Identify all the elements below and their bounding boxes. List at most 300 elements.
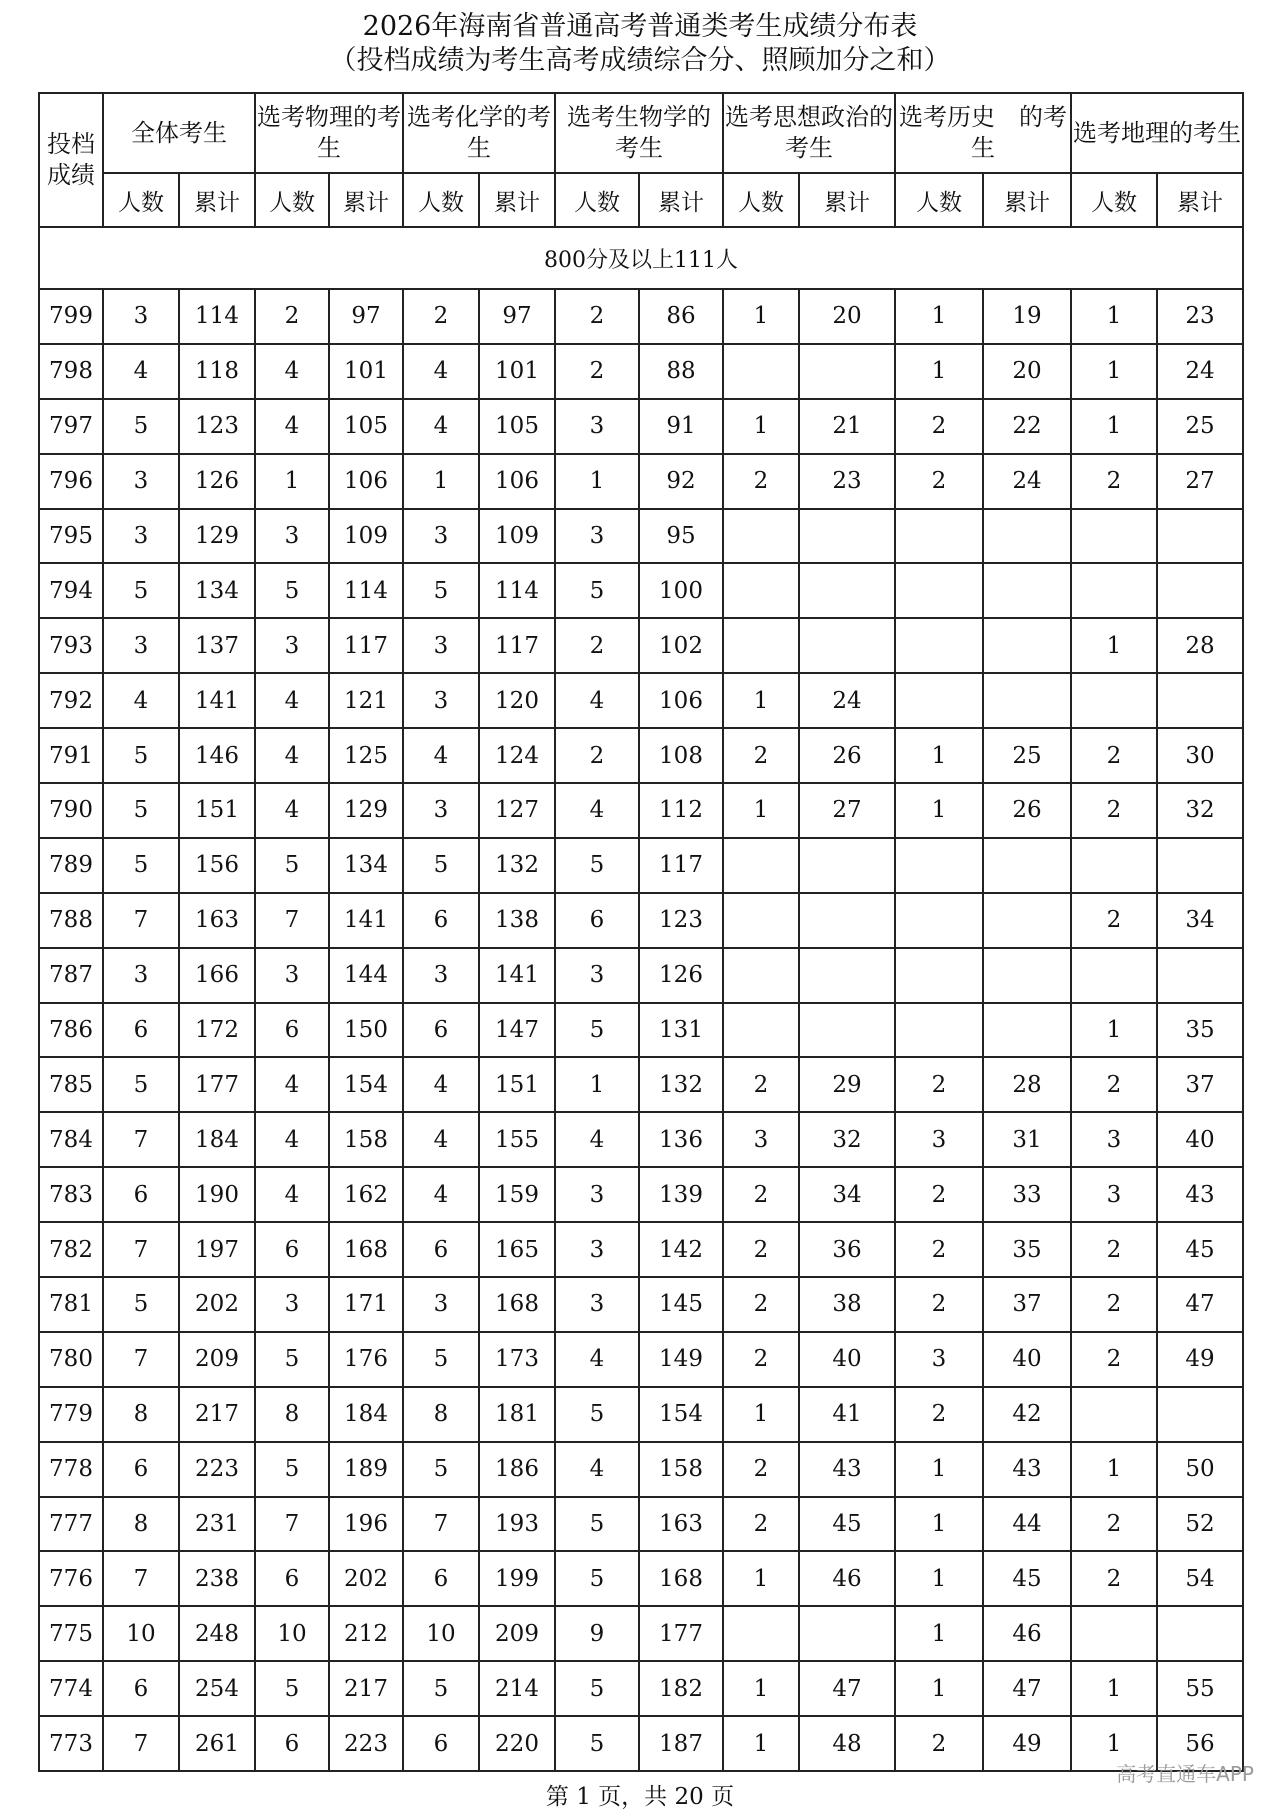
count-cell	[1071, 1387, 1157, 1442]
score-cell: 791	[39, 728, 103, 783]
cumulative-cell: 141	[179, 673, 255, 728]
cumulative-cell: 117	[329, 618, 403, 673]
cumulative-column-header: 累计	[799, 173, 895, 227]
cumulative-cell: 109	[329, 509, 403, 564]
cumulative-cell: 24	[1157, 344, 1243, 399]
cumulative-cell: 136	[639, 1112, 723, 1167]
count-cell: 1	[1071, 618, 1157, 673]
count-cell: 1	[1071, 1003, 1157, 1058]
count-cell: 5	[403, 838, 479, 893]
count-cell: 2	[555, 344, 639, 399]
count-column-header: 人数	[103, 173, 179, 227]
count-cell	[895, 838, 983, 893]
page-subtitle: （投档成绩为考生高考成绩综合分、照顾加分之和）	[329, 45, 951, 76]
cumulative-cell: 125	[329, 728, 403, 783]
count-cell: 5	[255, 1442, 329, 1497]
count-cell: 2	[895, 1277, 983, 1332]
count-cell	[723, 838, 799, 893]
score-column-header: 投档成绩	[39, 93, 103, 227]
count-cell: 4	[555, 1442, 639, 1497]
cumulative-cell: 47	[799, 1661, 895, 1716]
cumulative-cell: 126	[639, 948, 723, 1003]
cumulative-cell: 45	[1157, 1222, 1243, 1277]
count-cell: 1	[555, 1057, 639, 1112]
table-row	[39, 948, 1243, 1003]
cumulative-cell: 197	[179, 1222, 255, 1277]
count-cell: 5	[103, 1277, 179, 1332]
cumulative-cell: 173	[479, 1332, 555, 1387]
count-cell: 1	[723, 1387, 799, 1442]
cumulative-cell	[983, 948, 1071, 1003]
count-cell: 1	[723, 1551, 799, 1606]
count-cell: 3	[895, 1332, 983, 1387]
count-cell: 3	[555, 1277, 639, 1332]
cumulative-cell: 44	[983, 1497, 1071, 1552]
cumulative-cell: 147	[479, 1003, 555, 1058]
count-cell: 1	[895, 728, 983, 783]
count-cell: 3	[403, 783, 479, 838]
cumulative-cell: 202	[329, 1551, 403, 1606]
score-cell: 794	[39, 563, 103, 618]
count-cell: 2	[895, 1167, 983, 1222]
count-cell: 6	[103, 1442, 179, 1497]
cumulative-cell: 24	[983, 454, 1071, 509]
cumulative-cell: 43	[1157, 1167, 1243, 1222]
count-cell: 6	[555, 893, 639, 948]
count-cell: 1	[723, 1661, 799, 1716]
count-cell: 5	[555, 1497, 639, 1552]
count-cell: 5	[103, 399, 179, 454]
table-row	[39, 1222, 1243, 1277]
count-cell: 1	[895, 344, 983, 399]
count-cell: 3	[403, 948, 479, 1003]
cumulative-cell: 55	[1157, 1661, 1243, 1716]
count-cell: 5	[403, 1661, 479, 1716]
count-cell: 2	[723, 1167, 799, 1222]
table-row	[39, 454, 1243, 509]
count-cell: 2	[1071, 1222, 1157, 1277]
count-cell: 7	[103, 1716, 179, 1771]
table-row	[39, 344, 1243, 399]
count-cell: 4	[555, 1332, 639, 1387]
cumulative-column-header: 累计	[1157, 173, 1243, 227]
count-cell: 2	[1071, 1332, 1157, 1387]
table-row	[39, 1003, 1243, 1058]
count-cell	[895, 563, 983, 618]
count-cell: 6	[255, 1551, 329, 1606]
count-cell: 2	[555, 618, 639, 673]
count-cell: 6	[103, 1003, 179, 1058]
cumulative-cell: 186	[479, 1442, 555, 1497]
count-cell: 6	[403, 1551, 479, 1606]
group-header-chemistry: 选考化学的考生	[403, 93, 555, 173]
count-cell: 5	[555, 1716, 639, 1771]
count-cell	[723, 344, 799, 399]
count-cell: 3	[1071, 1112, 1157, 1167]
cumulative-cell: 151	[479, 1057, 555, 1112]
score-cell: 782	[39, 1222, 103, 1277]
cumulative-cell: 46	[799, 1551, 895, 1606]
table-row	[39, 1277, 1243, 1332]
cumulative-cell: 209	[179, 1332, 255, 1387]
count-cell: 3	[895, 1112, 983, 1167]
score-cell: 798	[39, 344, 103, 399]
count-cell: 1	[895, 1661, 983, 1716]
count-cell: 2	[723, 1497, 799, 1552]
count-column-header: 人数	[723, 173, 799, 227]
cumulative-cell: 114	[329, 563, 403, 618]
cumulative-cell: 146	[179, 728, 255, 783]
count-cell: 3	[1071, 1167, 1157, 1222]
cumulative-cell: 54	[1157, 1551, 1243, 1606]
cumulative-cell: 101	[479, 344, 555, 399]
count-cell: 3	[403, 673, 479, 728]
cumulative-cell: 142	[639, 1222, 723, 1277]
count-column-header: 人数	[895, 173, 983, 227]
count-cell: 3	[103, 618, 179, 673]
count-cell	[895, 509, 983, 564]
cumulative-cell: 37	[1157, 1057, 1243, 1112]
cumulative-cell: 108	[639, 728, 723, 783]
count-cell: 5	[555, 1003, 639, 1058]
count-cell: 2	[403, 289, 479, 344]
cumulative-cell	[1157, 563, 1243, 618]
group-header-history: 选考历史 的考生	[895, 93, 1071, 173]
count-cell: 2	[895, 1222, 983, 1277]
cumulative-cell: 184	[329, 1387, 403, 1442]
count-cell	[895, 948, 983, 1003]
cumulative-cell: 35	[1157, 1003, 1243, 1058]
count-cell: 1	[1071, 1442, 1157, 1497]
cumulative-cell: 189	[329, 1442, 403, 1497]
count-cell: 5	[255, 1661, 329, 1716]
count-cell: 1	[255, 454, 329, 509]
count-cell	[723, 1606, 799, 1661]
count-cell: 4	[103, 673, 179, 728]
cumulative-cell: 45	[799, 1497, 895, 1552]
count-cell: 2	[1071, 728, 1157, 783]
cumulative-cell: 34	[799, 1167, 895, 1222]
cumulative-cell: 158	[639, 1442, 723, 1497]
cumulative-cell	[983, 618, 1071, 673]
count-cell: 2	[1071, 1057, 1157, 1112]
table-row	[39, 838, 1243, 893]
cumulative-cell: 181	[479, 1387, 555, 1442]
count-cell: 1	[1071, 1716, 1157, 1771]
count-cell: 5	[555, 1661, 639, 1716]
cumulative-cell	[799, 1606, 895, 1661]
count-cell: 6	[255, 1716, 329, 1771]
count-cell: 1	[895, 1551, 983, 1606]
cumulative-cell: 26	[983, 783, 1071, 838]
cumulative-cell	[983, 509, 1071, 564]
count-cell: 1	[1071, 344, 1157, 399]
score-cell: 799	[39, 289, 103, 344]
score-cell: 793	[39, 618, 103, 673]
count-cell: 6	[403, 1716, 479, 1771]
count-cell: 2	[895, 1387, 983, 1442]
count-cell: 10	[255, 1606, 329, 1661]
count-cell: 1	[723, 783, 799, 838]
band-row	[39, 227, 1243, 289]
count-column-header: 人数	[555, 173, 639, 227]
count-cell: 4	[255, 728, 329, 783]
score-cell: 781	[39, 1277, 103, 1332]
cumulative-cell: 114	[179, 289, 255, 344]
cumulative-cell: 154	[329, 1057, 403, 1112]
cumulative-cell: 114	[479, 563, 555, 618]
count-cell: 5	[555, 1387, 639, 1442]
group-header-all: 全体考生	[103, 93, 255, 173]
table-row	[39, 1112, 1243, 1167]
count-cell: 6	[403, 1222, 479, 1277]
count-cell: 1	[1071, 289, 1157, 344]
count-cell: 3	[555, 509, 639, 564]
cumulative-cell: 46	[983, 1606, 1071, 1661]
table-row	[39, 563, 1243, 618]
cumulative-cell: 217	[329, 1661, 403, 1716]
count-cell: 3	[723, 1112, 799, 1167]
score-cell: 780	[39, 1332, 103, 1387]
table-row	[39, 1167, 1243, 1222]
count-cell: 3	[255, 618, 329, 673]
group-header-politics: 选考思想政治的考生	[723, 93, 895, 173]
cumulative-cell: 168	[329, 1222, 403, 1277]
cumulative-cell	[983, 563, 1071, 618]
cumulative-cell	[799, 1003, 895, 1058]
cumulative-cell: 168	[639, 1551, 723, 1606]
cumulative-cell: 123	[179, 399, 255, 454]
cumulative-cell: 24	[799, 673, 895, 728]
count-cell: 4	[403, 399, 479, 454]
score-cell: 773	[39, 1716, 103, 1771]
cumulative-cell	[983, 1003, 1071, 1058]
count-cell: 2	[895, 1716, 983, 1771]
cumulative-cell: 106	[329, 454, 403, 509]
cumulative-cell: 42	[983, 1387, 1071, 1442]
count-cell	[1071, 1606, 1157, 1661]
count-cell: 8	[103, 1497, 179, 1552]
score-cell: 777	[39, 1497, 103, 1552]
count-cell: 4	[403, 1112, 479, 1167]
cumulative-cell	[1157, 1606, 1243, 1661]
count-cell: 2	[255, 289, 329, 344]
count-cell: 1	[1071, 1661, 1157, 1716]
cumulative-cell: 132	[639, 1057, 723, 1112]
cumulative-cell	[1157, 1387, 1243, 1442]
count-cell: 2	[723, 728, 799, 783]
cumulative-cell: 158	[329, 1112, 403, 1167]
table-row	[39, 1661, 1243, 1716]
cumulative-cell: 32	[1157, 783, 1243, 838]
cumulative-cell: 50	[1157, 1442, 1243, 1497]
cumulative-cell: 223	[329, 1716, 403, 1771]
cumulative-cell: 193	[479, 1497, 555, 1552]
cumulative-cell: 43	[983, 1442, 1071, 1497]
cumulative-column-header: 累计	[479, 173, 555, 227]
cumulative-cell: 28	[1157, 618, 1243, 673]
count-cell: 5	[103, 1057, 179, 1112]
cumulative-cell: 28	[983, 1057, 1071, 1112]
count-cell: 5	[103, 563, 179, 618]
table-row	[39, 893, 1243, 948]
cumulative-cell: 162	[329, 1167, 403, 1222]
count-cell: 1	[895, 1497, 983, 1552]
count-cell: 3	[255, 509, 329, 564]
score-cell: 788	[39, 893, 103, 948]
cumulative-cell: 138	[479, 893, 555, 948]
cumulative-cell: 49	[983, 1716, 1071, 1771]
cumulative-cell	[1157, 948, 1243, 1003]
count-cell: 2	[1071, 893, 1157, 948]
cumulative-cell: 177	[639, 1606, 723, 1661]
count-cell	[723, 509, 799, 564]
cumulative-cell: 214	[479, 1661, 555, 1716]
count-cell: 2	[1071, 1277, 1157, 1332]
cumulative-cell: 163	[639, 1497, 723, 1552]
count-cell: 5	[403, 1442, 479, 1497]
cumulative-cell	[799, 838, 895, 893]
cumulative-cell: 95	[639, 509, 723, 564]
score-cell: 774	[39, 1661, 103, 1716]
table-row	[39, 728, 1243, 783]
score-distribution-table	[38, 92, 1244, 1772]
cumulative-cell: 40	[799, 1332, 895, 1387]
cumulative-cell: 129	[179, 509, 255, 564]
score-cell: 796	[39, 454, 103, 509]
cumulative-cell: 19	[983, 289, 1071, 344]
count-cell: 1	[895, 1606, 983, 1661]
cumulative-cell: 254	[179, 1661, 255, 1716]
count-column-header: 人数	[255, 173, 329, 227]
count-cell: 4	[103, 344, 179, 399]
count-cell: 4	[255, 1167, 329, 1222]
cumulative-cell: 88	[639, 344, 723, 399]
cumulative-cell: 92	[639, 454, 723, 509]
score-cell: 779	[39, 1387, 103, 1442]
sub-header-row	[39, 173, 1243, 227]
cumulative-cell: 150	[329, 1003, 403, 1058]
cumulative-cell	[1157, 673, 1243, 728]
cumulative-cell: 209	[479, 1606, 555, 1661]
band-note: 800分及以上111人	[39, 227, 1243, 289]
cumulative-cell: 129	[329, 783, 403, 838]
cumulative-cell: 141	[329, 893, 403, 948]
cumulative-cell: 40	[983, 1332, 1071, 1387]
count-cell: 3	[555, 948, 639, 1003]
cumulative-cell: 177	[179, 1057, 255, 1112]
count-cell	[895, 673, 983, 728]
table-row	[39, 1332, 1243, 1387]
count-cell: 4	[255, 1112, 329, 1167]
count-cell: 7	[103, 893, 179, 948]
count-cell: 4	[403, 1167, 479, 1222]
count-cell: 2	[555, 289, 639, 344]
cumulative-cell: 105	[479, 399, 555, 454]
cumulative-cell	[799, 509, 895, 564]
count-cell: 1	[723, 673, 799, 728]
cumulative-cell: 137	[179, 618, 255, 673]
score-cell: 789	[39, 838, 103, 893]
count-cell: 5	[555, 838, 639, 893]
cumulative-cell	[799, 893, 895, 948]
count-cell: 4	[555, 673, 639, 728]
count-cell: 2	[1071, 454, 1157, 509]
count-cell: 7	[103, 1332, 179, 1387]
cumulative-cell: 166	[179, 948, 255, 1003]
cumulative-cell: 86	[639, 289, 723, 344]
cumulative-cell: 25	[1157, 399, 1243, 454]
count-cell: 5	[103, 728, 179, 783]
count-cell	[723, 1003, 799, 1058]
cumulative-cell: 126	[179, 454, 255, 509]
cumulative-cell: 248	[179, 1606, 255, 1661]
cumulative-cell: 238	[179, 1551, 255, 1606]
score-cell: 775	[39, 1606, 103, 1661]
cumulative-cell: 220	[479, 1716, 555, 1771]
cumulative-cell: 212	[329, 1606, 403, 1661]
count-cell: 5	[255, 1332, 329, 1387]
score-cell: 776	[39, 1551, 103, 1606]
count-cell: 7	[103, 1112, 179, 1167]
table-row	[39, 1497, 1243, 1552]
table-row	[39, 783, 1243, 838]
group-header-physics: 选考物理的考生	[255, 93, 403, 173]
cumulative-cell: 184	[179, 1112, 255, 1167]
cumulative-cell: 155	[479, 1112, 555, 1167]
count-cell: 3	[555, 399, 639, 454]
cumulative-cell: 112	[639, 783, 723, 838]
count-cell: 4	[555, 783, 639, 838]
count-cell: 4	[403, 1057, 479, 1112]
count-cell: 5	[103, 783, 179, 838]
count-cell: 1	[723, 289, 799, 344]
cumulative-cell: 134	[329, 838, 403, 893]
count-cell: 3	[403, 618, 479, 673]
count-cell: 1	[403, 454, 479, 509]
count-cell: 2	[723, 1332, 799, 1387]
cumulative-cell: 91	[639, 399, 723, 454]
cumulative-cell	[1157, 509, 1243, 564]
count-cell: 2	[1071, 1551, 1157, 1606]
count-cell: 1	[895, 783, 983, 838]
cumulative-cell: 149	[639, 1332, 723, 1387]
group-header-geography: 选考地理的考生	[1071, 93, 1243, 173]
count-cell: 3	[103, 948, 179, 1003]
score-cell: 792	[39, 673, 103, 728]
score-cell: 786	[39, 1003, 103, 1058]
count-cell: 5	[555, 1551, 639, 1606]
count-cell: 2	[723, 1442, 799, 1497]
cumulative-cell: 97	[329, 289, 403, 344]
count-cell: 4	[403, 728, 479, 783]
count-cell: 3	[103, 509, 179, 564]
cumulative-cell: 202	[179, 1277, 255, 1332]
count-cell: 6	[103, 1661, 179, 1716]
table-row	[39, 673, 1243, 728]
count-cell: 2	[895, 454, 983, 509]
table-row	[39, 509, 1243, 564]
page-title: 2026年海南省普通高考普通类考生成绩分布表	[362, 11, 918, 42]
count-cell: 8	[103, 1387, 179, 1442]
cumulative-cell: 168	[479, 1277, 555, 1332]
score-cell: 784	[39, 1112, 103, 1167]
count-cell: 2	[723, 1222, 799, 1277]
count-cell: 3	[255, 1277, 329, 1332]
cumulative-cell: 52	[1157, 1497, 1243, 1552]
cumulative-cell: 132	[479, 838, 555, 893]
cumulative-cell: 33	[983, 1167, 1071, 1222]
